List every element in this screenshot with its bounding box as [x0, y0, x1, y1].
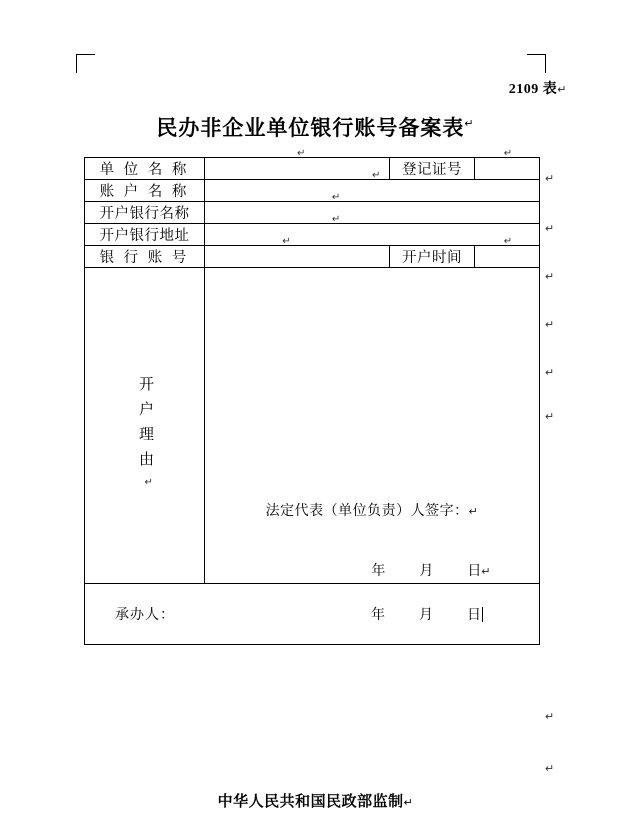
table-row [85, 224, 540, 246]
label-open-reason [85, 268, 205, 584]
label-open-date: 开户时间 [390, 246, 475, 268]
paragraph-mark: ↵ [545, 367, 555, 379]
field-bank-account-number[interactable] [205, 236, 390, 268]
reason-date-line [205, 560, 539, 580]
label-account-name: 账 户 名 称 [85, 180, 205, 202]
form-number [509, 78, 567, 98]
field-bank-name[interactable] [205, 192, 540, 224]
legal-representative-signature-label: 法定代表（单位负责）人签字： [265, 504, 469, 519]
field-unit-name[interactable] [205, 148, 390, 180]
field-bank-address[interactable] [205, 214, 540, 246]
table-row-handler [85, 584, 540, 645]
paragraph-mark: ↵ [403, 797, 414, 809]
reason-date-month: 月 [419, 564, 434, 579]
paragraph-mark: ↵ [545, 763, 555, 775]
document-footer [0, 790, 631, 811]
paragraph-mark: ↵ [545, 173, 555, 185]
field-open-reason[interactable] [205, 268, 540, 584]
paragraph-mark: ↵ [503, 148, 513, 159]
form-table-container [84, 148, 539, 645]
paragraph-mark: ↵ [464, 118, 475, 130]
table-row [85, 246, 540, 268]
handler-row-inner [85, 584, 539, 644]
legal-representative-signature-line [205, 500, 539, 520]
table-row [85, 180, 540, 202]
handler-cell[interactable] [85, 584, 540, 645]
label-bank-account-number: 银 行 账 号 [85, 246, 205, 268]
field-open-date[interactable] [475, 236, 540, 268]
label-bank-address: 开户银行地址 [85, 224, 205, 246]
label-bank-name: 开户银行名称 [85, 202, 205, 224]
form-number-text: 2109 表 [508, 82, 558, 97]
paragraph-mark: ↵ [545, 411, 555, 423]
handler-date-day: 日 [467, 608, 481, 623]
reason-date-year: 年 [371, 564, 386, 579]
paragraph-mark: ↵ [545, 711, 555, 723]
paragraph-mark: ↵ [503, 236, 513, 247]
paragraph-mark: ↵ [331, 192, 341, 203]
document-footer-text: 中华人民共和国民政部监制 [217, 794, 404, 810]
table-row [85, 158, 540, 180]
paragraph-mark: ↵ [297, 148, 306, 159]
paragraph-mark: ↵ [331, 214, 341, 225]
handler-date-month: 月 [419, 608, 433, 623]
handler-label: 承办人： [115, 608, 175, 623]
paragraph-mark: ↵ [545, 319, 555, 331]
field-registration-number[interactable] [475, 148, 540, 180]
paragraph-mark: ↵ [372, 170, 381, 181]
label-open-reason-text: 开户理由 [137, 375, 153, 476]
paragraph-mark: ↵ [468, 506, 479, 518]
paragraph-mark: ↵ [557, 84, 567, 96]
page-title-text: 民办非企业单位银行账号备案表 [156, 116, 465, 140]
paragraph-mark: ↵ [282, 236, 291, 247]
table-row [85, 202, 540, 224]
crop-mark-top-left [76, 54, 95, 73]
label-unit-name: 单 位 名 称 [85, 158, 205, 180]
reason-date-day: 日 [467, 564, 482, 579]
handler-date-line [371, 604, 539, 624]
paragraph-mark: ↵ [481, 566, 491, 578]
bank-account-form-table [84, 148, 540, 645]
page-title [0, 112, 631, 142]
text-cursor [482, 607, 483, 622]
table-row-reason [85, 268, 540, 584]
crop-mark-top-right [527, 54, 546, 73]
paragraph-mark: ↵ [545, 223, 555, 235]
handler-date-year: 年 [371, 608, 385, 623]
label-registration-number: 登记证号 [390, 158, 475, 180]
paragraph-mark: ↵ [144, 477, 153, 488]
paragraph-mark: ↵ [545, 271, 555, 283]
